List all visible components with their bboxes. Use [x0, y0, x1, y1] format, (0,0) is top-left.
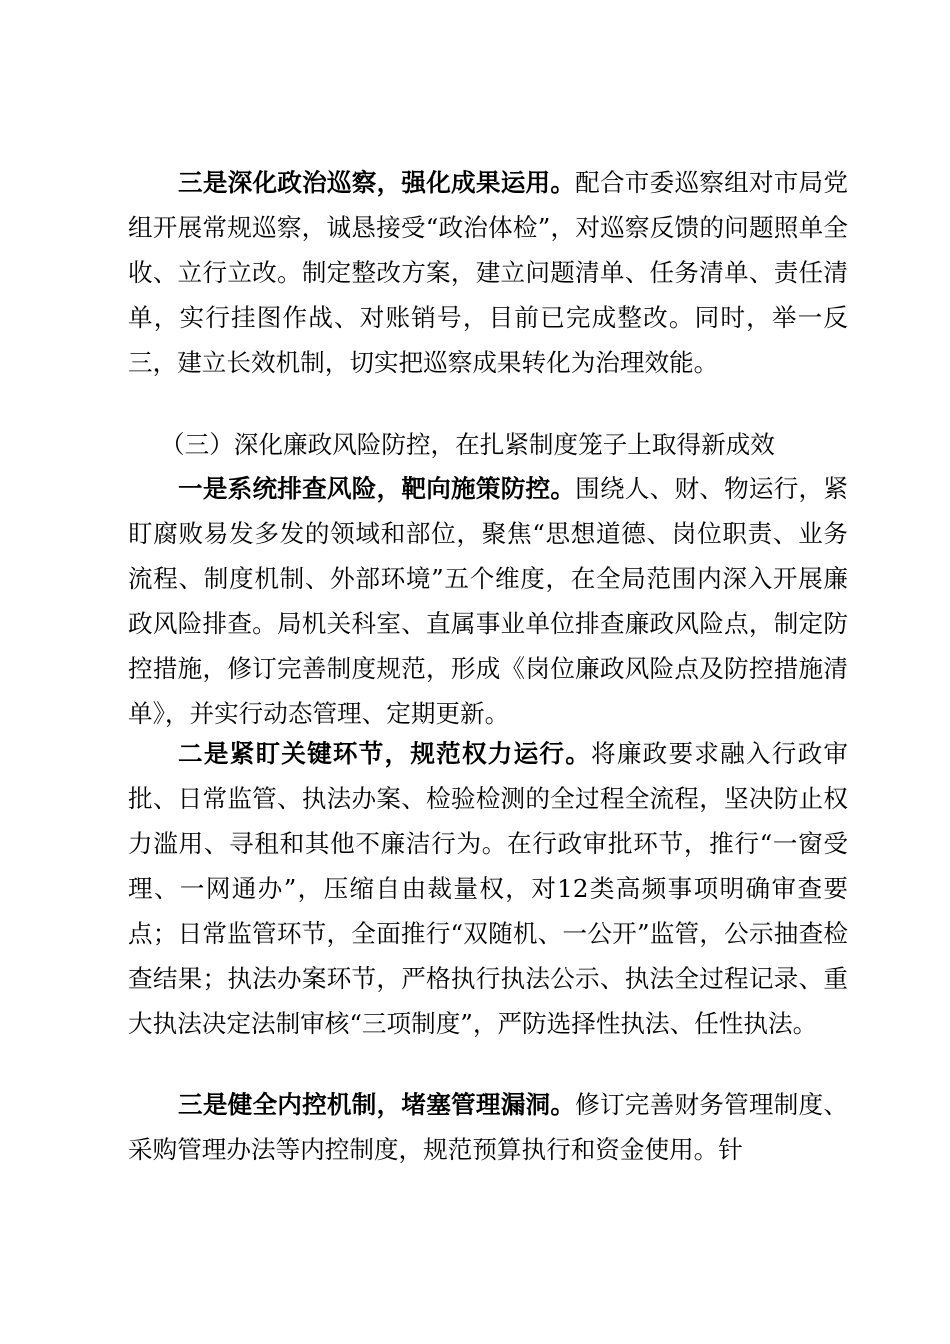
paragraph-lead: 二是紧盯关键环节，规范权力运行。 — [178, 739, 592, 768]
paragraph-body: 配合市委巡察组对市局党组开展常规巡察，诚恳接受“政治体检”，对巡察反馈的问题照单全收、立行立改。制定整改方案，建立问题清单、任务清单、责任清单，实行挂图作战、对账销号，目前已完成整改。同时，举一反三，建立长效机制，切实把巡察成果转化为治理效能。 — [128, 168, 848, 377]
paragraph-lead: 一是系统排查风险，靶向施策防控。 — [178, 474, 576, 503]
paragraph-inspection — [128, 160, 848, 385]
paragraph-risk-screening — [128, 466, 848, 736]
section-heading: （三）深化廉政风险防控，在扎紧制度笼子上取得新成效 — [160, 430, 775, 459]
paragraph-internal-control — [128, 1082, 848, 1172]
paragraph-key-links — [128, 731, 848, 1046]
paragraph-lead: 三是健全内控机制，堵塞管理漏洞。 — [178, 1090, 576, 1119]
paragraph-body: 修订完善财务管理制度、采购管理办法等内控制度，规范预算执行和资金使用。针 — [128, 1090, 848, 1164]
paragraph-lead: 三是深化政治巡察，强化成果运用。 — [178, 168, 576, 197]
paragraph-body: 将廉政要求融入行政审批、日常监管、执法办案、检验检测的全过程全流程，坚决防止权力滥用、寻租和其他不廉洁行为。在行政审批环节，推行“一窗受理、一网通办”，压缩自由裁量权，对12类高频事项明确审查要点；日常监管环节，全面推行“双随机、一公开”监管，公示抽查检查结果；执法办案环节，严格执行执法公示、执法全过程记录、重大执法决定法制审核“三项制度”，严防选择性执法、任性执法。 — [128, 739, 848, 1038]
paragraph-body: 围绕人、财、物运行，紧盯腐败易发多发的领域和部位，聚焦“思想道德、岗位职责、业务流程、制度机制、外部环境”五个维度，在全局范围内深入开展廉政风险排查。局机关科室、直属事业单位排查廉政风险点，制定防控措施，修订完善制度规范，形成《岗位廉政风险点及防控措施清单》，并实行动态管理、定期更新。 — [128, 474, 848, 728]
